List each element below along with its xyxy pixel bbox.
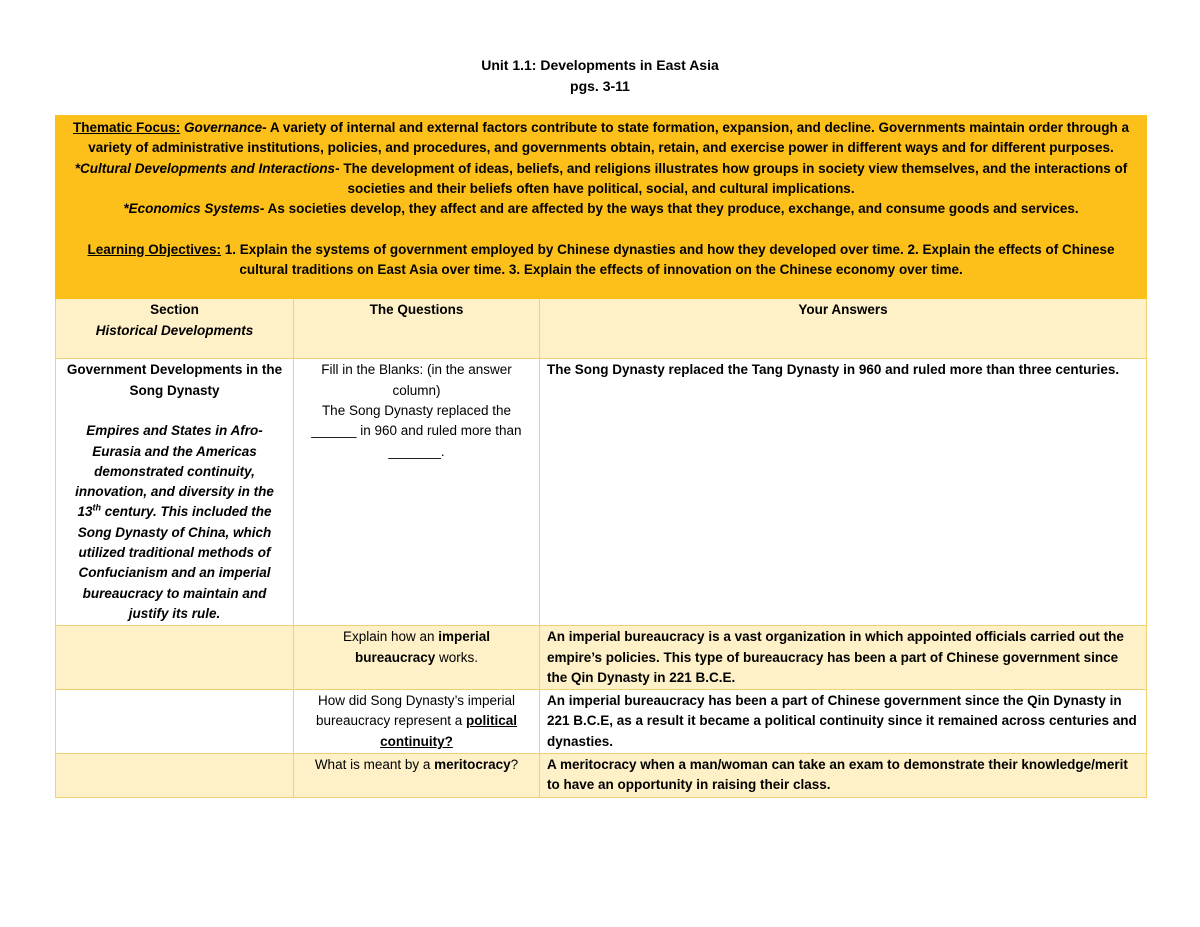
thematic-focus-label: Thematic Focus: <box>73 120 181 135</box>
notes-table <box>55 115 1147 798</box>
table-row <box>56 359 1147 626</box>
document-title: Unit 1.1: Developments in East Asia <box>481 57 719 73</box>
question-keyword: imperial bureaucracy <box>354 629 491 665</box>
question-cell: Explain how an imperial bureaucracy works. <box>294 626 540 690</box>
header-row <box>56 299 1147 359</box>
thematic-focus-box <box>56 116 1147 299</box>
table-row <box>56 626 1147 690</box>
section-header-label: Section <box>150 302 199 318</box>
question-instructions: Fill in the Blanks: (in the answer column) <box>321 362 512 398</box>
focus-row <box>56 116 1147 299</box>
question-keyword: meritocracy <box>434 757 511 773</box>
question-keyword: political continuity? <box>380 713 518 749</box>
answer-cell[interactable]: An imperial bureaucracy is a vast organization in which appointed officials carried out the empire’s policies. This type of bureaucracy has been a part of Chinese government since the Qin Dynasty in 221 B.C.E. <box>540 626 1147 690</box>
answer-cell[interactable]: An imperial bureaucracy has been a part of Chinese government since the Qin Dynasty in 221 B.C.E, as a result it became a political continuity since it remained across centuries and dynasties. <box>540 690 1147 754</box>
cultural-text: - The development of ideas, beliefs, and religions illustrates how groups in society view themselves, and the interactions of societies and their beliefs often have political, social, and cultural implications. <box>335 160 1128 196</box>
governance-label: Governance <box>184 120 263 135</box>
question-cell <box>294 359 540 626</box>
section-cell <box>56 626 294 690</box>
learning-objectives-text: 1. Explain the systems of government employed by Chinese dynasties and how they developed over time. 2. Explain the effects of Chinese cultural traditions on East Asia over time. 3. Explain the effects of innovation on the Chinese economy over time. <box>221 241 1115 278</box>
section-cell <box>56 754 294 798</box>
questions-header: The Questions <box>294 299 540 359</box>
section-header <box>56 299 294 359</box>
cultural-label: *Cultural Developments and Interactions <box>74 160 336 176</box>
section-title: Government Developments in the Song Dynasty <box>66 362 283 398</box>
question-cell: What is meant by a meritocracy? <box>294 754 540 798</box>
section-cell <box>56 359 294 626</box>
governance-text: - A variety of internal and external factors contribute to state formation, expansion, and decline. Governments maintain order through a variety of administrative institutions, policies, and procedures, and governments obtain, retain, and exercise power in different ways and for different purposes. <box>88 120 1130 156</box>
economics-label: *Economics Systems <box>123 201 260 217</box>
question-cell: How did Song Dynasty’s imperial bureaucracy represent a political continuity? <box>294 690 540 754</box>
section-body: Empires and States in Afro-Eurasia and the Americas demonstrated continuity, innovation, and diversity in the 13th century. This included the Song Dynasty of China, which utilized traditional methods of Confucianism and an imperial bureaucracy to maintain and justify its rule. <box>75 423 274 621</box>
answer-cell[interactable]: The Song Dynasty replaced the Tang Dynasty in 960 and ruled more than three centuries. <box>540 359 1147 626</box>
question-text: The Song Dynasty replaced the ______ in 960 and ruled more than _______. <box>311 402 522 459</box>
answer-cell[interactable]: A meritocracy when a man/woman can take an exam to demonstrate their knowledge/merit to have an opportunity in raising their class. <box>540 754 1147 798</box>
answers-header: Your Answers <box>540 299 1147 359</box>
section-cell <box>56 690 294 754</box>
section-header-sub: Historical Developments <box>95 322 254 338</box>
table-row <box>56 754 1147 798</box>
economics-text: - As societies develop, they affect and are affected by the ways that they produce, exchange, and consume goods and services. <box>259 201 1079 217</box>
learning-objectives-label: Learning Objectives: <box>87 241 222 257</box>
table-row <box>56 690 1147 754</box>
page-range: pgs. 3-11 <box>570 78 630 94</box>
